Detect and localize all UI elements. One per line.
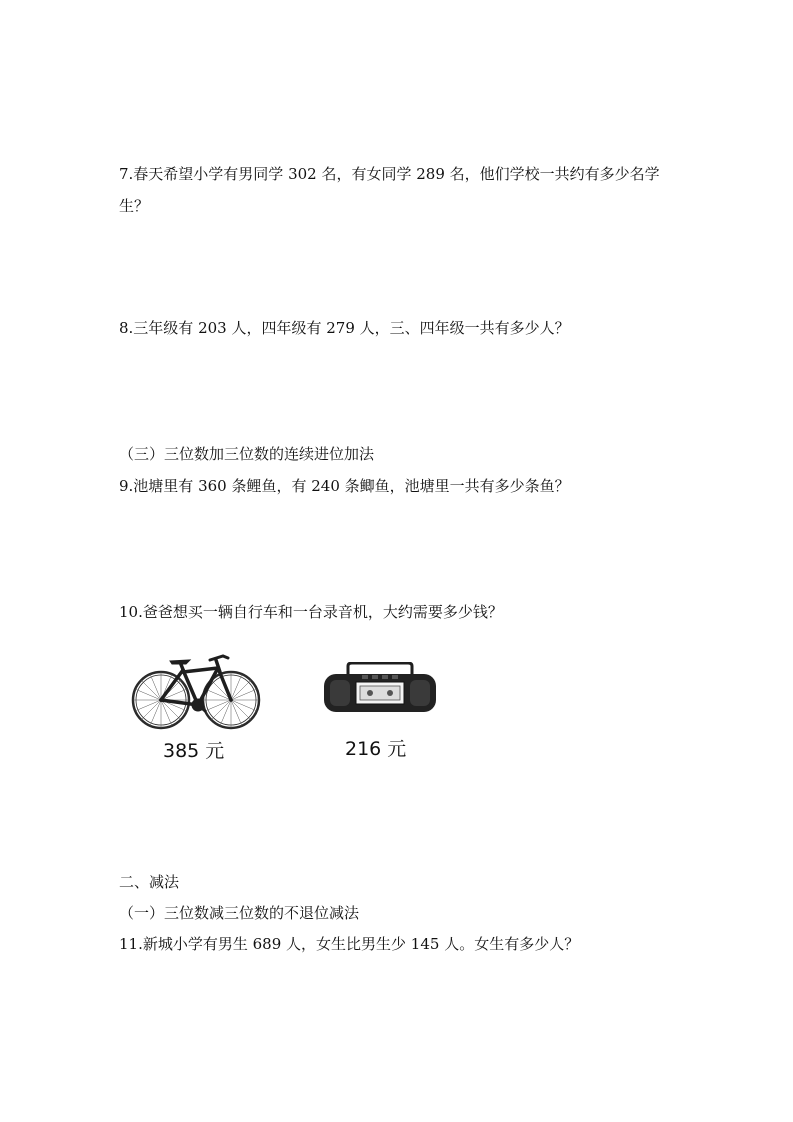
question-9: 9.池塘里有 360 条鲤鱼，有 240 条鲫鱼，池塘里一共有多少条鱼？ xyxy=(119,477,570,495)
section-heading-1: （一）三位数减三位数的不退位减法 xyxy=(119,904,360,922)
section-heading-3: （三）三位数加三位数的连续进位加法 xyxy=(119,445,375,463)
question-8: 8.三年级有 203 人，四年级有 279 人，三、四年级一共有多少人？ xyxy=(119,319,570,337)
bicycle-icon xyxy=(128,650,264,730)
question-11: 11.新城小学有男生 689 人，女生比男生少 145 人。女生有多少人？ xyxy=(119,935,580,953)
tape-recorder-icon xyxy=(322,662,438,714)
question-7-line-2: 生？ xyxy=(119,197,150,215)
tape-recorder-price: 216 元 xyxy=(345,738,407,760)
part-heading-2: 二、减法 xyxy=(119,873,180,891)
bicycle-price: 385 元 xyxy=(163,740,225,762)
question-7-line-1: 7.春天希望小学有男同学 302 名，有女同学 289 名，他们学校一共约有多少名学 xyxy=(119,165,660,183)
question-10: 10.爸爸想买一辆自行车和一台录音机，大约需要多少钱？ xyxy=(119,603,503,621)
